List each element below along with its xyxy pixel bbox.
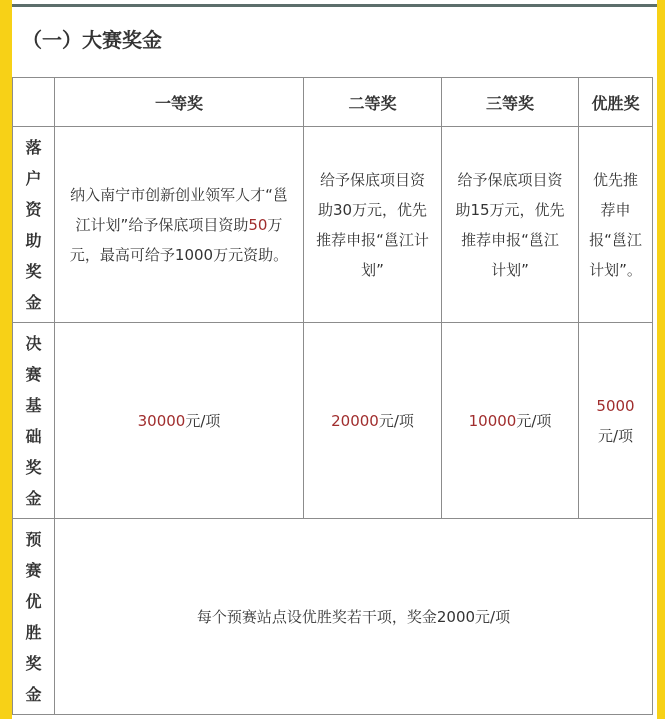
landing-first-amount: 50 — [248, 215, 268, 234]
row-label-char: 奖 — [25, 261, 42, 281]
row-label-char: 助 — [25, 230, 42, 250]
top-divider — [12, 4, 657, 7]
row-label-char: 金 — [25, 292, 42, 312]
landing-first-prize-cell — [55, 127, 304, 323]
final-second-prize-cell — [304, 323, 442, 519]
right-border-strip — [657, 0, 665, 719]
landing-first-text: 纳入南宁市创新创业领军人才“邕江计划”给予保底项目资助 — [70, 185, 288, 234]
row-label-preliminary-bonus — [13, 519, 55, 715]
landing-second-prize-cell: 给予保底项目资助30万元，优先推荐申报“邕江计划” — [304, 127, 442, 323]
table-row — [13, 323, 653, 519]
row-label-char: 奖 — [25, 457, 42, 477]
final-second-amount: 20000 — [331, 411, 379, 430]
header-second-prize: 二等奖 — [304, 78, 442, 127]
row-label-final-base-bonus — [13, 323, 55, 519]
table-row — [13, 127, 653, 323]
landing-third-prize-cell: 给予保底项目资助15万元，优先推荐申报“邕江计划” — [442, 127, 579, 323]
final-third-amount: 10000 — [468, 411, 517, 430]
row-label-char: 胜 — [25, 622, 42, 642]
final-excellence-amount: 5000 — [596, 396, 635, 415]
final-first-prize-cell — [55, 323, 304, 519]
final-first-amount: 30000 — [137, 411, 186, 430]
row-label-char: 赛 — [25, 560, 42, 580]
row-label-char: 础 — [25, 426, 42, 446]
row-label-char: 金 — [25, 488, 42, 508]
final-excellence-prize-cell — [579, 323, 653, 519]
final-first-unit: 元/项 — [185, 411, 221, 430]
row-label-char: 奖 — [25, 653, 42, 673]
final-third-prize-cell — [442, 323, 579, 519]
section-title: （一）大赛奖金 — [22, 28, 162, 52]
preliminary-bonus-cell: 每个预赛站点设优胜奖若干项，奖金2000元/项 — [55, 519, 653, 715]
header-third-prize: 三等奖 — [442, 78, 579, 127]
final-excellence-unit: 元/项 — [597, 426, 634, 445]
corner-cell — [13, 78, 55, 127]
final-second-unit: 元/项 — [378, 411, 414, 430]
row-label-char: 决 — [25, 333, 42, 353]
landing-first-text-end: 万元，最高可给予1000万元资助。 — [69, 215, 289, 264]
header-excellence-prize: 优胜奖 — [579, 78, 653, 127]
final-third-unit: 元/项 — [516, 411, 552, 430]
prize-table — [12, 77, 653, 715]
row-label-char: 资 — [25, 199, 42, 219]
row-label-char: 预 — [25, 529, 42, 549]
row-label-char: 优 — [25, 591, 42, 611]
row-label-landing-subsidy — [13, 127, 55, 323]
row-label-char: 落 — [25, 137, 42, 157]
table-header-row — [13, 78, 653, 127]
header-first-prize: 一等奖 — [55, 78, 304, 127]
row-label-char: 金 — [25, 684, 42, 704]
table-row — [13, 519, 653, 715]
row-label-char: 赛 — [25, 364, 42, 384]
row-label-char: 基 — [25, 395, 42, 415]
row-label-char: 户 — [25, 168, 42, 188]
landing-excellence-prize-cell: 优先推荐申报“邕江计划”。 — [579, 127, 653, 323]
left-border-strip — [0, 0, 12, 719]
